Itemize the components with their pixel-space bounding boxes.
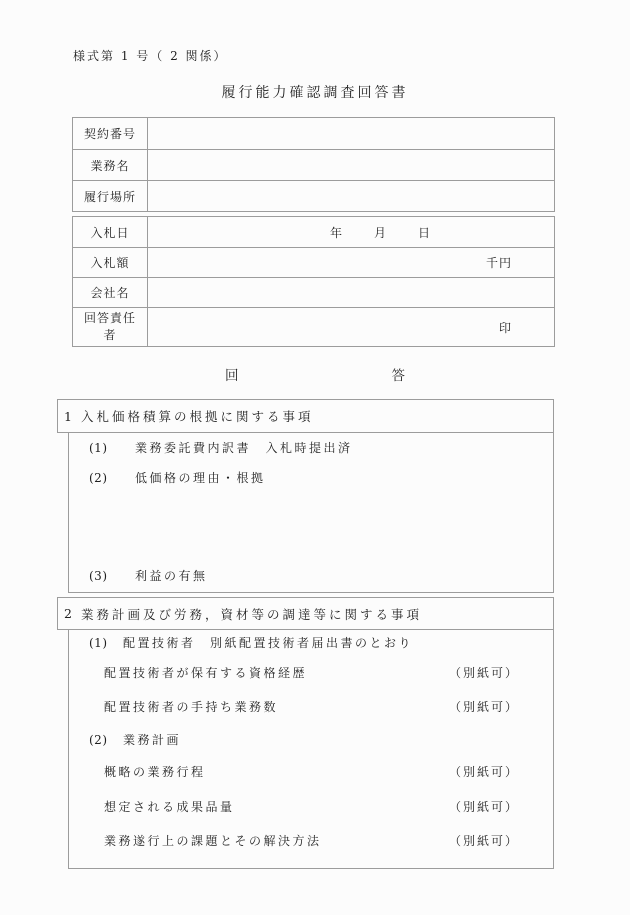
item-text: 配置技術者の手持ち業務数 — [104, 700, 279, 714]
attachment-allowed-note: （別紙可） — [449, 700, 520, 714]
attachment-allowed-note: （別紙可） — [449, 834, 520, 848]
business-name-value-cell[interactable] — [148, 150, 554, 180]
table-row — [73, 217, 554, 248]
responder-label-text: 回答責任者 — [83, 311, 136, 342]
list-item — [69, 570, 553, 583]
bid-info-table — [72, 216, 555, 347]
list-item — [69, 835, 553, 848]
list-item — [69, 801, 553, 814]
performance-place-label: 履行場所 — [73, 181, 148, 211]
list-item — [69, 734, 553, 747]
item-number: (2) — [89, 471, 108, 485]
company-name-value-cell[interactable] — [148, 278, 554, 307]
performance-place-value-cell[interactable] — [148, 181, 554, 211]
item-text: 概略の業務行程 — [104, 765, 206, 779]
item-number: (3) — [89, 569, 108, 583]
bid-amount-label: 入札額 — [73, 248, 148, 277]
table-row — [73, 248, 554, 278]
contract-info-table — [72, 117, 555, 212]
bid-date-label: 入札日 — [73, 217, 148, 247]
item-text: 業務委託費内訳書 入札時提出済 — [135, 441, 353, 455]
bid-date-value-cell[interactable] — [148, 217, 554, 247]
item-text: 業務遂行上の課題とその解決方法 — [104, 834, 322, 848]
item-text: 業務計画 — [123, 733, 182, 747]
contract-number-value-cell[interactable] — [148, 118, 554, 149]
day-label: 日 — [418, 225, 431, 240]
section-1-heading: 入札価格積算の根拠に関する事項 — [81, 409, 314, 424]
item-text: 低価格の理由・根拠 — [135, 471, 266, 485]
table-row — [73, 278, 554, 308]
list-item — [69, 667, 553, 680]
thousand-yen-unit-label: 千円 — [485, 256, 512, 270]
section-1-number: 1 — [64, 408, 72, 424]
item-text: 利益の有無 — [135, 569, 208, 583]
item-text: 配置技術者 別紙配置技術者届出書のとおり — [123, 636, 414, 650]
page-title: 履行能力確認調査回答書 — [221, 85, 409, 101]
list-item — [69, 472, 553, 485]
table-row — [73, 150, 554, 181]
section-1-content-cell[interactable] — [68, 433, 554, 593]
attachment-allowed-note: （別紙可） — [449, 765, 520, 779]
table-row — [73, 181, 554, 211]
table-row — [73, 118, 554, 150]
list-item — [69, 637, 553, 650]
response-heading-left-char: 回 — [225, 368, 239, 384]
list-item — [69, 442, 553, 455]
bid-amount-value-cell[interactable] — [148, 248, 554, 277]
table-row — [73, 308, 554, 346]
attachment-allowed-note: （別紙可） — [449, 666, 520, 680]
responder-label — [73, 308, 148, 346]
section-2-number: 2 — [64, 606, 72, 621]
section-1-header — [57, 399, 554, 433]
item-number: (1) — [89, 441, 108, 455]
survey-table — [57, 399, 554, 869]
item-number: (1) — [89, 636, 108, 650]
section-2-heading: 業務計画及び労務，資材等の調達等に関する事項 — [81, 606, 423, 622]
month-label: 月 — [374, 225, 387, 240]
item-text: 想定される成果品量 — [104, 800, 235, 814]
contract-number-label: 契約番号 — [73, 118, 148, 149]
list-item — [69, 701, 553, 714]
form-number: 様式第 1 号（ 2 関係） — [73, 49, 228, 63]
item-text: 配置技術者が保有する資格経歴 — [104, 666, 308, 680]
responder-value-cell[interactable] — [148, 308, 554, 346]
item-number: (2) — [89, 733, 108, 747]
business-name-label: 業務名 — [73, 150, 148, 180]
response-heading-right-char: 答 — [391, 368, 405, 384]
seal-mark-label: 印 — [498, 320, 512, 335]
attachment-allowed-note: （別紙可） — [449, 800, 520, 814]
year-label: 年 — [330, 225, 343, 240]
response-heading — [0, 364, 630, 384]
section-2-header — [57, 597, 554, 630]
company-name-label: 会社名 — [73, 278, 148, 307]
section-2-content-cell[interactable] — [68, 630, 554, 869]
list-item — [69, 766, 553, 779]
